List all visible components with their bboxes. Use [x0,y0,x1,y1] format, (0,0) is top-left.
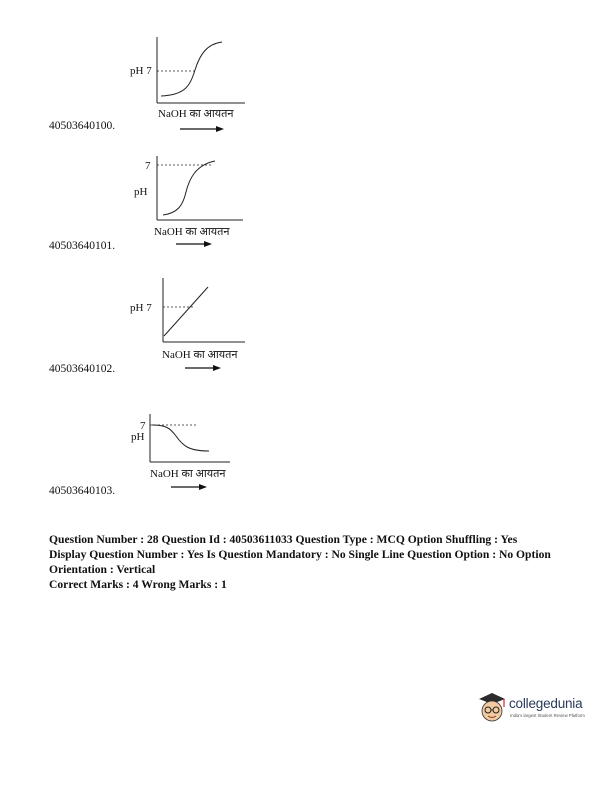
option-id: 40503640102. [49,363,116,375]
x-axis-label: NaOH का आयतन [154,226,230,238]
x-axis-label: NaOH का आयतन [158,108,234,120]
logo-name: collegedunia [509,696,583,711]
ph-label: pH 7 [130,302,152,314]
question-metadata [49,532,589,592]
option-id: 40503640100. [49,120,116,132]
meta-line-1: Question Number : 28 Question Id : 40503611033 Question Type : MCQ Option Shuffling : Yes [49,533,518,546]
mascot-icon [476,690,508,726]
option-id: 40503640103. [49,485,116,497]
meta-line-4: Correct Marks : 4 Wrong Marks : 1 [49,578,227,591]
x-axis-label: NaOH का आयतन [162,349,238,361]
ph-label: pH [131,431,145,443]
arrow-head [199,484,207,490]
ph-value-label: 7 [140,420,146,432]
ph-label: pH 7 [130,65,152,77]
titration-curve [152,425,209,451]
meta-line-3: Orientation : Vertical [49,563,156,576]
option-id: 40503640101. [49,240,116,252]
collegedunia-logo [476,690,594,726]
logo-tagline: India's largest Student Review Platform [510,713,585,718]
ph-value-label: 7 [145,160,151,172]
ph-label: pH [134,186,148,198]
x-axis-label: NaOH का आयतन [150,468,226,480]
meta-line-2: Display Question Number : Yes Is Question Mandatory : No Single Line Question Option : No Option [49,548,551,561]
